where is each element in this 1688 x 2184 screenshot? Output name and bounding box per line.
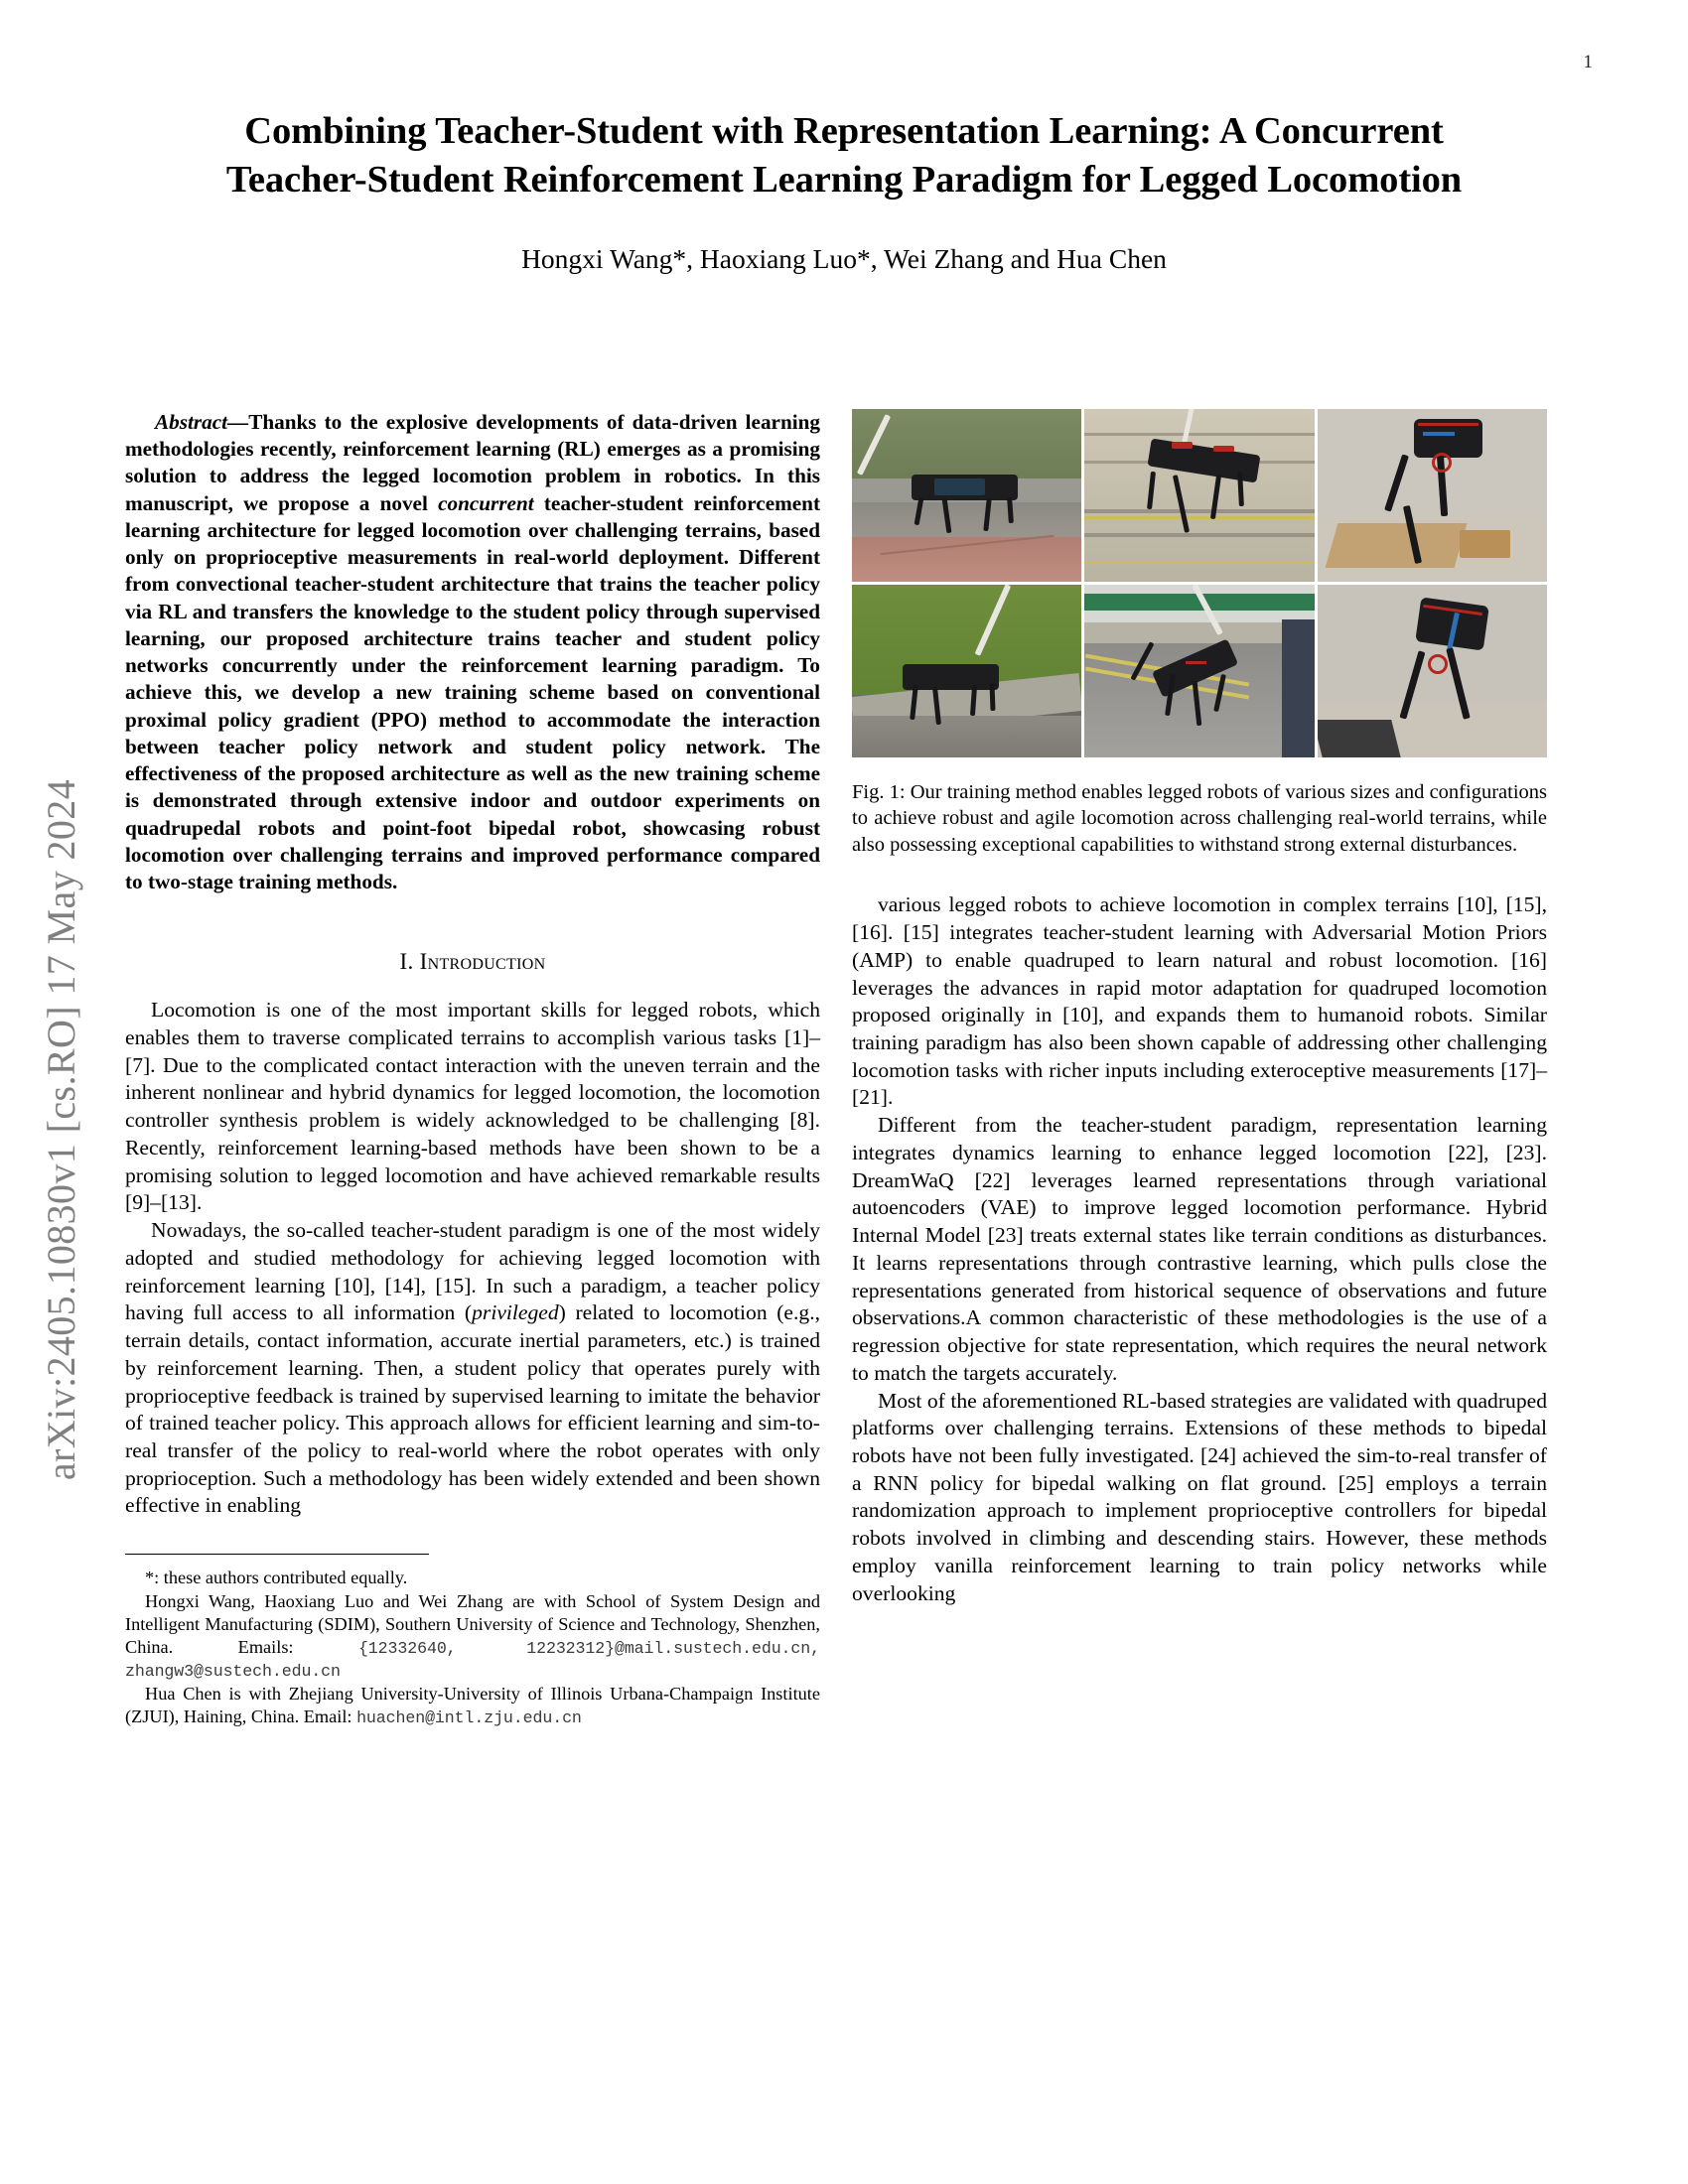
intro-paragraph-3: various legged robots to achieve locomotion in complex terrains [10], [15], [16]. [15] integrates teacher-student learning with Adversarial Motion Priors (AMP) to enable quadruped to learn natural and robust locomotion. [16] leverages the advances in rapid motor adaptation for quadruped locomotion proposed originally in [10], and expands them to humanoid robots. Similar training paradigm has also been shown capable of addressing other challenging locomotion tasks with richer inputs including exteroceptive measurements [17]–[21]. <box>852 892 1547 1110</box>
intro-italic-privileged: privileged <box>472 1300 559 1325</box>
footnote-affiliation-1 <box>125 1590 820 1683</box>
footnote-affiliation-2-text: Hua Chen is with Zhejiang University-University of Illinois Urbana-Champaign Institute (ZJUI), Haining, China. Email: <box>125 1683 820 1727</box>
photo-quadruped-descending-stairs <box>1084 409 1314 582</box>
section-number: I. <box>399 949 414 975</box>
footnote-affiliation-2-emails: huachen@intl.zju.edu.cn <box>356 1708 582 1728</box>
photo-quadruped-on-gravel-curb <box>852 409 1081 582</box>
photo-quadruped-on-grass-ledge <box>852 585 1081 757</box>
spacer-after-section <box>125 975 820 997</box>
abstract-text-part-1: Thanks to the explosive developments of data-driven learning methodologies recently, reinforcement learning (RL) emerges as a promising solution to address the legged locomotion problem in robotics. In this manuscript, we propose a novel <box>125 410 820 515</box>
title-block <box>147 107 1541 277</box>
footnote-affiliation-1-emails: {12332640, 12232312}@mail.sustech.edu.cn, zhangw3@sustech.edu.cn <box>125 1639 820 1682</box>
paper-title <box>147 107 1541 204</box>
footnote-affiliation-1-text: Hongxi Wang, Haoxiang Luo and Wei Zhang are with School of System Design and Intelligent Manufacturing (SDIM), Southern University of Science and Technology, Shenzhen, China. Emails: <box>125 1590 820 1658</box>
spacer-after-figure <box>852 858 1547 891</box>
arxiv-stamp: arXiv:2405.10830v1 [cs.RO] 17 May 2024 <box>39 778 83 1481</box>
paper-title-line-2: Teacher-Student Reinforcement Learning Paradigm for Legged Locomotion <box>225 158 1463 201</box>
section-title: Introduction <box>419 949 546 975</box>
abstract-lead: Abstract— <box>155 410 249 434</box>
page-number: 1 <box>1583 52 1593 72</box>
intro-paragraph-5: Most of the aforementioned RL-based strategies are validated with quadruped platforms over challenging terrains. Extensions of these methods to bipedal robots have not been fully investigated. [24] achieved the sim-to-real transfer of a RNN policy for bipedal walking on flat ground. [25] employs a terrain randomization approach to implement proprioceptive controllers for bipedal robots involved in climbing and descending stairs. However, these methods employ vanilla reinforcement learning to train policy networks while overlooking <box>852 1388 1547 1605</box>
footnote-separator <box>125 1554 429 1555</box>
right-column <box>852 409 1547 1607</box>
photo-bipedal-point-foot-on-ramp <box>1318 409 1547 582</box>
photo-bipedal-disturbance-test <box>1318 585 1547 757</box>
left-column <box>125 409 820 1728</box>
paper-title-line-1: Combining Teacher-Student with Representation Learning: A Concurrent <box>244 110 1444 152</box>
figure-1-caption: Fig. 1: Our training method enables legged robots of various sizes and configurations to achieve robust and agile locomotion across challenging real-world terrains, while also possessing exceptional capabilities to withstand strong external disturbances. <box>852 781 1547 856</box>
photo-quadruped-on-road <box>1084 585 1314 757</box>
figure-1-image-grid <box>852 409 1547 757</box>
abstract <box>125 409 820 895</box>
figure-1 <box>852 409 1547 858</box>
footnote-affiliation-2 <box>125 1683 820 1729</box>
spacer-before-section <box>125 895 820 949</box>
abstract-italic-concurrent: concurrent <box>438 490 534 515</box>
intro-paragraph-1: Locomotion is one of the most important skills for legged robots, which enables them to traverse complicated terrains to accomplish various tasks [1]–[7]. Due to the complicated contact interaction with the uneven terrain and the inherent nonlinear and hybrid dynamics for legged locomotion, the locomotion controller synthesis problem is widely acknowledged to be challenging [8]. Recently, reinforcement learning-based methods have been shown to be a promising solution to legged locomotion and have achieved remarkable results [9]–[13]. <box>125 998 820 1215</box>
intro-paragraph-2: Nowadays, the so-called teacher-student paradigm is one of the most widely adopted and studied methodology for achieving legged locomotion with reinforcement learning [10], [14], [15]. In such a paradigm, a teacher policy having full access to all information (privileged) related to locomotion (e.g., terrain details, contact information, accurate inertial parameters, etc.) is trained by reinforcement learning. Then, a student policy that operates purely with proprioceptive feedback is trained by supervised learning to imitate the behavior of trained teacher policy. This approach allows for efficient learning and sim-to-real transfer of the policy to real-world where the robot operates with only proprioception. Such a methodology has been widely extended and been shown effective in enabling <box>125 1218 820 1518</box>
intro-paragraph-4: Different from the teacher-student paradigm, representation learning integrates dynamics learning to enhance legged locomotion [22], [23]. DreamWaQ [22] leverages learned representations through variational autoencoders (VAE) to improve legged locomotion performance. Hybrid Internal Model [23] treats external states like terrain conditions as disturbances. It learns representations through contrastive learning, which pulls close the representations generated from historical sequence of observations and future observations.A common characteristic of these methodologies is the use of a regression objective for state representation, which requires the neural network to match the targets accurately. <box>852 1113 1547 1385</box>
author-list: Hongxi Wang*, Haoxiang Luo*, Wei Zhang and Hua Chen <box>521 243 1167 274</box>
section-heading-introduction <box>125 949 820 975</box>
footnote-equal-contribution: *: these authors contributed equally. <box>145 1568 408 1588</box>
abstract-text-part-2: teacher-student reinforcement learning architecture for legged locomotion over challenging terrains, based only on proprioceptive measurements in real-world deployment. Different from convectional teacher-student architecture that trains the teacher policy via RL and transfers the knowledge to the student policy through supervised learning, our proposed architecture trains teacher and student policy networks concurrently under the reinforcement learning paradigm. To achieve this, we develop a new training scheme based on conventional proximal policy gradient (PPO) method to accommodate the interaction between teacher policy network and student policy network. The effectiveness of the proposed architecture as well as the new training scheme is demonstrated through extensive indoor and outdoor experiments on quadrupedal robots and point-foot bipedal robot, showcasing robust locomotion over challenging terrains and improved performance compared to two-stage training methods. <box>125 490 820 893</box>
